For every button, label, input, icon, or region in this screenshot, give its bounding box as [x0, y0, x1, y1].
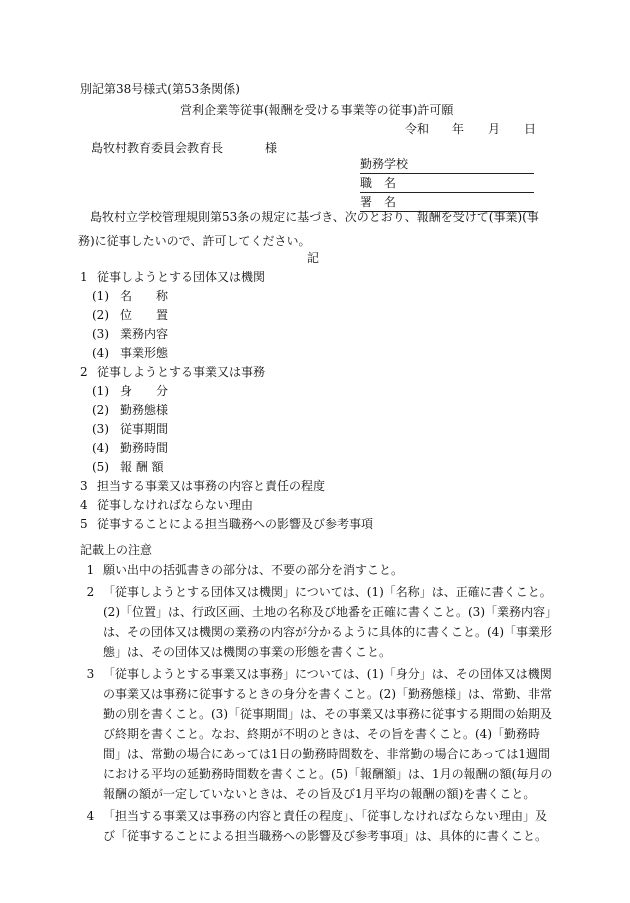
note-text: 願い出中の括弧書きの部分は、不要の部分を消すこと。 — [103, 563, 404, 577]
addressee-name: 島牧村教育委員会教育長 — [91, 141, 224, 155]
notes-list — [78, 560, 553, 848]
subitem-label: 報 酬 額 — [120, 460, 164, 474]
signature-label: 署 名 — [360, 195, 397, 209]
subitem-label: 勤務態様 — [120, 403, 169, 417]
note-num: 3 — [86, 667, 95, 681]
subitem-label: 事業形態 — [120, 346, 169, 360]
note-item — [78, 582, 553, 662]
subitem-label: 従事期間 — [120, 422, 169, 436]
subitem-num: (1) — [92, 384, 109, 398]
subitem-num: (2) — [92, 308, 109, 322]
item-num: 3 — [80, 479, 88, 493]
note-num: 1 — [86, 563, 95, 577]
item-label: 従事しようとする団体又は機関 — [97, 270, 266, 284]
form-number: 別記第38号様式(第53条関係) — [80, 82, 240, 96]
subitem-label: 勤務時間 — [120, 441, 169, 455]
subitem-label: 身 分 — [120, 384, 169, 398]
item-num: 4 — [80, 498, 88, 512]
subitem-num: (4) — [92, 346, 109, 360]
item-num: 5 — [80, 517, 88, 531]
notes-heading: 記載上の注意 — [80, 543, 153, 557]
school-field[interactable] — [360, 155, 534, 174]
item-num: 2 — [80, 365, 88, 379]
subitem-num: (1) — [92, 289, 109, 303]
date-day: 日 — [524, 122, 537, 136]
note-text: 「従事しようとする事業又は事務」については、(1)「身分」は、その団体又は機関の事業又は事務に従事するときの身分を書くこと。(2)「勤務態様」は、常勤、非常勤の別を書くこと。(3)「従事期間」は、その事業又は事務に従事する期間の始期及び終期を書くこと。なお、終期が不明のときは、その旨を書くこと。(4)「勤務時間」は、常勤の場合にあっては1日の勤務時間数を、非常勤の場合にあっては1週間における平均の延勤務時間数を書くこと。(5)「報酬額」は、1月の報酬の額(毎月の報酬の額が一定していないときは、その旨及び1月平均の報酬の額)を書くこと。 — [103, 667, 553, 801]
school-label: 勤務学校 — [360, 157, 409, 171]
note-num: 4 — [86, 809, 95, 823]
subitem-num: (5) — [92, 460, 109, 474]
subitem-num: (3) — [92, 327, 109, 341]
subitem-num: (2) — [92, 403, 109, 417]
note-item — [78, 806, 553, 846]
position-field[interactable] — [360, 174, 534, 193]
item-label: 従事することによる担当職務への影響及び参考事項 — [97, 517, 374, 531]
page-title: 営利企業等従事(報酬を受ける事業等の従事)許可願 — [180, 103, 454, 117]
note-text: 「担当する事業又は事務の内容と責任の程度」、「従事しなければならない理由」及び「従事することによる担当職務への影響及び参考事項」は、具体的に書くこと。 — [103, 809, 548, 843]
position-label: 職 名 — [360, 176, 397, 190]
subitem-label: 業務内容 — [120, 327, 169, 341]
item-label: 担当する事業又は事務の内容と責任の程度 — [97, 479, 326, 493]
ki-heading: 記 — [307, 251, 320, 265]
subitem-num: (4) — [92, 441, 109, 455]
addressee-honorific: 様 — [265, 141, 278, 155]
item-label: 従事しようとする事業又は事務 — [97, 365, 266, 379]
subitem-label: 位 置 — [120, 308, 169, 322]
note-text: 「従事しようとする団体又は機関」については、(1)「名称」は、正確に書くこと。(2)「位置」は、行政区画、土地の名称及び地番を正確に書くこと。(3)「業務内容」は、その団体又は機関の業務の内容が分かるように具体的に書くこと。(4)「事業形態」は、その団体又は機関の事業の形態を書くこと。 — [103, 585, 553, 659]
subitem-num: (3) — [92, 422, 109, 436]
note-num: 2 — [86, 585, 95, 599]
note-item — [78, 664, 553, 804]
date-month: 月 — [488, 122, 501, 136]
request-paragraph: 島牧村立学校管理規則第53条の規定に基づき、次のとおり、報酬を受けて(事業)(事務)に従事したいので、許可してください。 — [78, 210, 539, 248]
item-num: 1 — [80, 270, 88, 284]
date-era: 令和 — [405, 122, 430, 136]
note-item — [78, 560, 553, 580]
subitem-label: 名 称 — [120, 289, 169, 303]
date-year: 年 — [452, 122, 465, 136]
item-label: 従事しなければならない理由 — [97, 498, 254, 512]
